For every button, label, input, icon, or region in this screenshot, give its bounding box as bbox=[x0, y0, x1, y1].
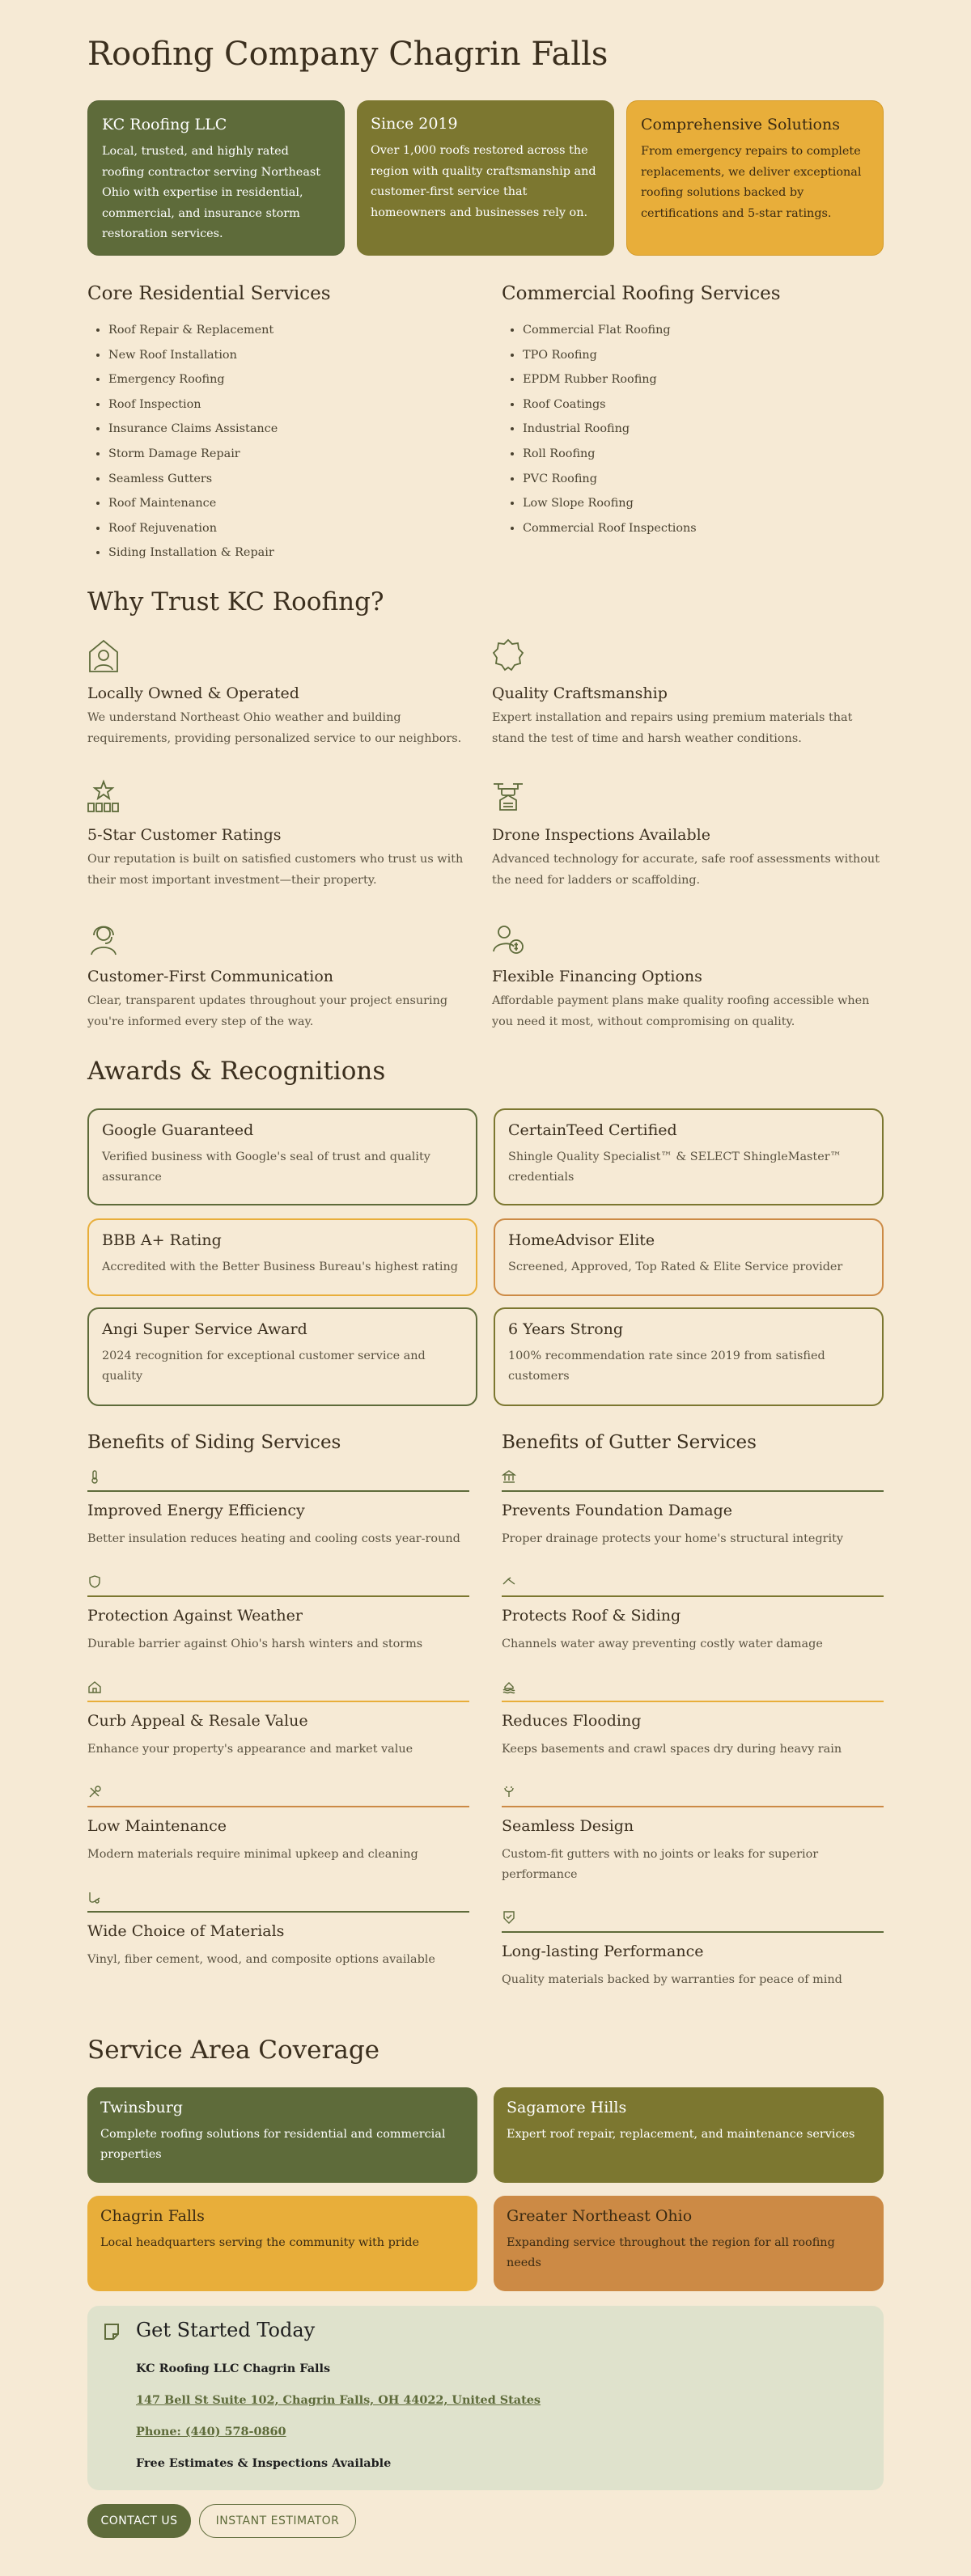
award-text: Verified business with Google's seal of trust and quality assurance bbox=[102, 1150, 430, 1184]
area-title: Greater Northeast Ohio bbox=[507, 2207, 693, 2225]
area-chagrin-falls bbox=[87, 2196, 477, 2291]
instant-estimator-button[interactable]: INSTANT ESTIMATOR bbox=[199, 2504, 356, 2538]
palette-icon bbox=[87, 1890, 102, 1904]
info-card-text: Over 1,000 roofs restored across the region with quality craftsmanship and customer-first service that homeowners and businesses rely on. bbox=[371, 144, 596, 219]
list-item: • Storm Damage Repair bbox=[108, 442, 278, 467]
area-twinsburg bbox=[87, 2087, 477, 2183]
award-title: CertainTeed Certified bbox=[508, 1121, 677, 1139]
benefit-text: Vinyl, fiber cement, wood, and composite options available bbox=[87, 1953, 435, 1966]
benefit-title: Protection Against Weather bbox=[87, 1607, 303, 1625]
info-card-solutions bbox=[626, 100, 884, 256]
benefit-title: Improved Energy Efficiency bbox=[87, 1502, 305, 1519]
info-card-title: KC Roofing LLC bbox=[102, 116, 227, 133]
benefit-title: Curb Appeal & Resale Value bbox=[87, 1712, 308, 1730]
info-card-title: Comprehensive Solutions bbox=[641, 116, 840, 133]
list-item: • Roll Roofing bbox=[523, 442, 697, 467]
feature-text: Advanced technology for accurate, safe roof assessments without the need for ladders or scaffolding. bbox=[492, 853, 880, 887]
thermometer-icon bbox=[87, 1469, 102, 1484]
get-started-title: Get Started Today bbox=[136, 2319, 316, 2341]
benefit-text: Quality materials backed by warranties for peace of mind bbox=[502, 1973, 842, 1986]
free-estimates-text: Free Estimates & Inspections Available bbox=[136, 2456, 392, 2470]
benefit-text: Keeps basements and crawl spaces dry during heavy rain bbox=[502, 1743, 842, 1756]
feature-text: Affordable payment plans make quality roofing accessible when you need it most, without compromising on quality. bbox=[492, 994, 870, 1028]
siding-benefit-weather bbox=[87, 1574, 469, 1654]
info-card-title: Since 2019 bbox=[371, 115, 458, 133]
feature-text: Our reputation is built on satisfied customers who trust us with their most important investment—their property. bbox=[87, 853, 464, 887]
list-item: • Roof Maintenance bbox=[108, 491, 278, 516]
divider bbox=[502, 1806, 884, 1807]
coverage-section-title: Service Area Coverage bbox=[87, 2036, 380, 2065]
feature-title: Drone Inspections Available bbox=[492, 826, 710, 844]
residential-services-list bbox=[87, 318, 278, 566]
list-item: • Roof Coatings bbox=[523, 392, 697, 417]
list-item: • Seamless Gutters bbox=[108, 467, 278, 492]
info-card-text: From emergency repairs to complete replacements, we deliver exceptional roofing solutions backed by certifications and 5-star ratings. bbox=[641, 145, 862, 220]
info-card-since bbox=[357, 100, 614, 256]
feature-local bbox=[87, 638, 476, 749]
award-title: Angi Super Service Award bbox=[102, 1320, 307, 1338]
divider bbox=[87, 1806, 469, 1807]
siding-benefit-energy bbox=[87, 1469, 469, 1549]
area-title: Chagrin Falls bbox=[100, 2207, 205, 2225]
award-title: HomeAdvisor Elite bbox=[508, 1231, 655, 1249]
gutter-benefit-seamless bbox=[502, 1785, 884, 1885]
award-text: Accredited with the Better Business Bureau's highest rating bbox=[102, 1260, 459, 1273]
divider bbox=[502, 1701, 884, 1702]
star-rating-icon bbox=[87, 779, 120, 815]
award-title: 6 Years Strong bbox=[508, 1320, 624, 1338]
warranty-icon bbox=[502, 1910, 516, 1925]
award-text: Screened, Approved, Top Rated & Elite Service provider bbox=[508, 1260, 843, 1273]
feature-title: Flexible Financing Options bbox=[492, 968, 702, 985]
list-item: • Industrial Roofing bbox=[523, 417, 697, 442]
award-6-years bbox=[494, 1307, 884, 1406]
feature-drone bbox=[492, 779, 880, 891]
list-item: • EPDM Rubber Roofing bbox=[523, 367, 697, 392]
feature-text: Clear, transparent updates throughout your project ensuring you're informed every step of the way. bbox=[87, 994, 448, 1028]
divider bbox=[87, 1595, 469, 1597]
list-item: • Emergency Roofing bbox=[108, 367, 278, 392]
feature-text: We understand Northeast Ohio weather and building requirements, providing personalized service to our neighbors. bbox=[87, 711, 462, 745]
residential-services-title: Core Residential Services bbox=[87, 283, 331, 304]
feature-financing bbox=[492, 921, 880, 1032]
benefit-text: Durable barrier against Ohio's harsh winters and storms bbox=[87, 1638, 423, 1650]
commercial-services-title: Commercial Roofing Services bbox=[502, 283, 781, 304]
awards-section-title: Awards & Recognitions bbox=[87, 1057, 386, 1086]
area-title: Twinsburg bbox=[100, 2099, 183, 2116]
list-item: • New Roof Installation bbox=[108, 343, 278, 368]
badge-icon bbox=[492, 638, 524, 673]
feature-ratings bbox=[87, 779, 476, 891]
divider bbox=[87, 1490, 469, 1492]
list-item: • TPO Roofing bbox=[523, 343, 697, 368]
area-text: Expanding service throughout the region for all roofing needs bbox=[507, 2236, 835, 2269]
feature-communication bbox=[87, 921, 476, 1032]
list-item: • PVC Roofing bbox=[523, 467, 697, 492]
list-item: • Roof Rejuvenation bbox=[108, 516, 278, 541]
home-icon bbox=[87, 1680, 102, 1694]
divider bbox=[502, 1595, 884, 1597]
award-homeadvisor bbox=[494, 1218, 884, 1296]
info-card-company bbox=[87, 100, 345, 256]
feature-craftsmanship bbox=[492, 638, 880, 749]
feature-title: Quality Craftsmanship bbox=[492, 684, 668, 702]
divider bbox=[87, 1701, 469, 1702]
siding-benefits-title: Benefits of Siding Services bbox=[87, 1432, 341, 1453]
get-started-panel bbox=[87, 2306, 884, 2490]
feature-title: 5-Star Customer Ratings bbox=[87, 826, 282, 844]
award-title: Google Guaranteed bbox=[102, 1121, 254, 1139]
benefit-title: Long-lasting Performance bbox=[502, 1943, 704, 1960]
area-title: Sagamore Hills bbox=[507, 2099, 627, 2116]
shield-icon bbox=[87, 1574, 102, 1589]
list-item: • Commercial Roof Inspections bbox=[523, 516, 697, 541]
benefit-title: Low Maintenance bbox=[87, 1817, 227, 1835]
benefit-text: Proper drainage protects your home's structural integrity bbox=[502, 1532, 844, 1545]
divider bbox=[502, 1931, 884, 1933]
siding-benefit-materials bbox=[87, 1890, 469, 1970]
benefit-text: Enhance your property's appearance and market value bbox=[87, 1743, 413, 1756]
divider bbox=[502, 1490, 884, 1492]
benefit-text: Better insulation reduces heating and cooling costs year-round bbox=[87, 1532, 460, 1545]
commercial-services-list bbox=[502, 318, 697, 540]
list-item: • Roof Inspection bbox=[108, 392, 278, 417]
list-item: • Siding Installation & Repair bbox=[108, 540, 278, 566]
house-person-icon bbox=[87, 638, 120, 673]
company-name: KC Roofing LLC Chagrin Falls bbox=[136, 2362, 331, 2375]
gutter-benefit-foundation bbox=[502, 1469, 884, 1549]
roof-icon bbox=[502, 1574, 516, 1589]
support-agent-icon bbox=[87, 921, 120, 956]
feature-text: Expert installation and repairs using premium materials that stand the test of time and harsh weather conditions. bbox=[492, 711, 853, 745]
trust-section-title: Why Trust KC Roofing? bbox=[87, 587, 384, 616]
award-text: 2024 recognition for exceptional customer service and quality bbox=[102, 1349, 426, 1383]
gutter-icon bbox=[502, 1785, 516, 1799]
contact-us-button[interactable]: CONTACT US bbox=[87, 2504, 191, 2538]
financing-icon bbox=[492, 921, 524, 956]
drone-icon bbox=[492, 779, 524, 815]
note-icon bbox=[102, 2322, 121, 2341]
gutter-benefit-roof-siding bbox=[502, 1574, 884, 1654]
benefit-text: Modern materials require minimal upkeep and cleaning bbox=[87, 1848, 418, 1861]
area-text: Expert roof repair, replacement, and maintenance services bbox=[507, 2128, 855, 2141]
info-card-text: Local, trusted, and highly rated roofing contractor serving Northeast Ohio with expertise in residential, commercial, and insurance storm restoration services. bbox=[102, 145, 321, 240]
benefit-title: Prevents Foundation Damage bbox=[502, 1502, 733, 1519]
list-item: • Commercial Flat Roofing bbox=[523, 318, 697, 343]
phone-link[interactable]: Phone: (440) 578-0860 bbox=[136, 2425, 286, 2438]
award-certainteed bbox=[494, 1108, 884, 1205]
area-text: Local headquarters serving the community with pride bbox=[100, 2236, 420, 2249]
list-item: • Low Slope Roofing bbox=[523, 491, 697, 516]
benefit-text: Custom-fit gutters with no joints or leaks for superior performance bbox=[502, 1848, 819, 1881]
award-text: Shingle Quality Specialist™ & SELECT ShingleMaster™ credentials bbox=[508, 1150, 842, 1184]
award-bbb bbox=[87, 1218, 477, 1296]
feature-title: Customer-First Communication bbox=[87, 968, 334, 985]
divider bbox=[87, 1911, 469, 1913]
area-greater-northeast-ohio bbox=[494, 2196, 884, 2291]
siding-benefit-curb-appeal bbox=[87, 1680, 469, 1760]
benefit-title: Reduces Flooding bbox=[502, 1712, 642, 1730]
siding-benefit-maintenance bbox=[87, 1785, 469, 1865]
tools-icon bbox=[87, 1785, 102, 1799]
gutter-benefits-title: Benefits of Gutter Services bbox=[502, 1432, 757, 1453]
flood-icon bbox=[502, 1680, 516, 1694]
benefit-text: Channels water away preventing costly water damage bbox=[502, 1638, 823, 1650]
benefit-title: Wide Choice of Materials bbox=[87, 1922, 285, 1940]
benefit-title: Protects Roof & Siding bbox=[502, 1607, 681, 1625]
page-title: Roofing Company Chagrin Falls bbox=[87, 36, 608, 73]
benefit-title: Seamless Design bbox=[502, 1817, 634, 1835]
feature-title: Locally Owned & Operated bbox=[87, 684, 299, 702]
award-google-guaranteed bbox=[87, 1108, 477, 1205]
list-item: • Insurance Claims Assistance bbox=[108, 417, 278, 442]
address-link[interactable]: 147 Bell St Suite 102, Chagrin Falls, OH 44022, United States bbox=[136, 2393, 541, 2407]
gutter-benefit-long-lasting bbox=[502, 1910, 884, 1990]
foundation-icon bbox=[502, 1469, 516, 1484]
award-title: BBB A+ Rating bbox=[102, 1231, 222, 1249]
list-item: • Roof Repair & Replacement bbox=[108, 318, 278, 343]
area-text: Complete roofing solutions for residential and commercial properties bbox=[100, 2128, 446, 2161]
award-angi bbox=[87, 1307, 477, 1406]
area-sagamore-hills bbox=[494, 2087, 884, 2183]
award-text: 100% recommendation rate since 2019 from satisfied customers bbox=[508, 1349, 825, 1383]
gutter-benefit-flooding bbox=[502, 1680, 884, 1760]
